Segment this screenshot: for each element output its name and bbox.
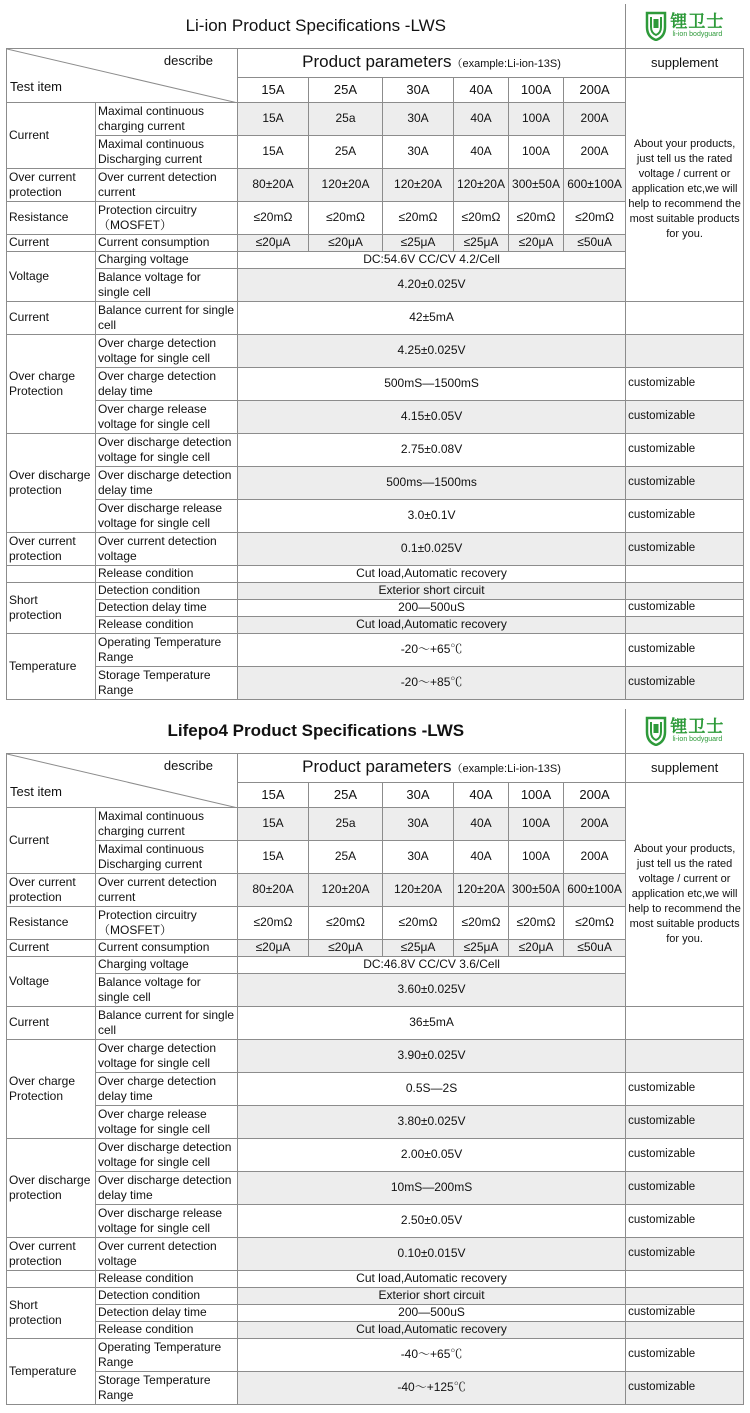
- logo-english-text: li-ion bodyguard: [672, 30, 723, 38]
- temperature-group-label: Temperature: [7, 633, 96, 699]
- over-current-detection-voltage-desc: Over current detection voltage: [96, 532, 238, 565]
- over-charge-release-voltage-desc: Over charge release voltage for single cell: [96, 400, 238, 433]
- over-charge-release-voltage-supplement: customizable: [626, 1105, 744, 1138]
- table-row: [7, 1039, 744, 1072]
- balance-current-value: 36±5mA: [238, 1006, 626, 1039]
- over-current-detection-current-value: 300±50A: [509, 873, 564, 906]
- max-discharging-current-value: 100A: [509, 840, 564, 873]
- over-current-detection-voltage-supplement: customizable: [626, 1237, 744, 1270]
- table-row: [7, 1371, 744, 1404]
- short-release-condition-value: Cut load,Automatic recovery: [238, 1321, 626, 1338]
- operating-temperature-supplement: customizable: [626, 633, 744, 666]
- voltage-group-label: Voltage: [7, 956, 96, 1006]
- over-current-detection-current-value: 120±20A: [383, 168, 454, 201]
- max-charging-current-value: 25a: [309, 102, 383, 135]
- table-row: [7, 466, 744, 499]
- over-charge-detection-voltage-desc: Over charge detection voltage for single cell: [96, 1039, 238, 1072]
- max-charging-current-value: 100A: [509, 807, 564, 840]
- operating-temperature-desc: Operating Temperature Range: [96, 633, 238, 666]
- current-consumption-value: ≤20μA: [238, 939, 309, 956]
- balance-current-group-label: Current: [7, 1006, 96, 1039]
- over-current-detection-current-desc: Over current detection current: [96, 168, 238, 201]
- current-consumption-value: ≤50uA: [564, 939, 626, 956]
- protection-circuitry-value: ≤20mΩ: [564, 201, 626, 234]
- short-detection-condition-desc: Detection condition: [96, 582, 238, 599]
- current-consumption-value: ≤25μA: [383, 939, 454, 956]
- over-discharge-detection-voltage-value: 2.75±0.08V: [238, 433, 626, 466]
- max-charging-current-value: 200A: [564, 102, 626, 135]
- short-detection-delay-value: 200—500uS: [238, 599, 626, 616]
- over-current-protection-group-label: Over current protection: [7, 168, 96, 201]
- over-current-detection-current-desc: Over current detection current: [96, 873, 238, 906]
- rating-header: 200A: [564, 782, 626, 807]
- over-charge-release-voltage-value: 4.15±0.05V: [238, 400, 626, 433]
- protection-circuitry-value: ≤20mΩ: [309, 906, 383, 939]
- table-row: [7, 1270, 744, 1287]
- current-consumption-value: ≤50uA: [564, 234, 626, 251]
- table-row: [7, 633, 744, 666]
- rating-header: 15A: [238, 782, 309, 807]
- max-discharging-current-value: 25A: [309, 840, 383, 873]
- table-row: [7, 1105, 744, 1138]
- operating-temperature-value: -40～+65℃: [238, 1338, 626, 1371]
- max-discharging-current-value: 100A: [509, 135, 564, 168]
- protection-circuitry-value: ≤20mΩ: [509, 906, 564, 939]
- max-discharging-current-value: 30A: [383, 840, 454, 873]
- balance-voltage-desc: Balance voltage for single cell: [96, 973, 238, 1006]
- table-row: [7, 753, 744, 782]
- protection-circuitry-value: ≤20mΩ: [454, 906, 509, 939]
- max-charging-current-value: 40A: [454, 102, 509, 135]
- table-row: [7, 499, 744, 532]
- current-consumption-value: ≤20μA: [509, 939, 564, 956]
- rating-header: 40A: [454, 782, 509, 807]
- over-current-detection-current-value: 300±50A: [509, 168, 564, 201]
- short-release-condition-desc: Release condition: [96, 616, 238, 633]
- table-row: [7, 709, 744, 753]
- table-row: [7, 48, 744, 77]
- over-current-release-condition-supplement: [626, 1270, 744, 1287]
- over-charge-detection-delay-supplement: customizable: [626, 1072, 744, 1105]
- max-discharging-current-value: 40A: [454, 840, 509, 873]
- protection-circuitry-value: ≤20mΩ: [509, 201, 564, 234]
- protection-circuitry-value: ≤20mΩ: [238, 906, 309, 939]
- over-current-detection-voltage-desc: Over current detection voltage: [96, 1237, 238, 1270]
- protection-circuitry-value: ≤20mΩ: [309, 201, 383, 234]
- current-consumption-value: ≤20μA: [309, 939, 383, 956]
- short-release-condition-desc: Release condition: [96, 1321, 238, 1338]
- rating-header: 100A: [509, 77, 564, 102]
- short-detection-condition-value: Exterior short circuit: [238, 1287, 626, 1304]
- logo-chinese-text: 锂卫士: [670, 11, 725, 31]
- operating-temperature-value: -20～+65℃: [238, 633, 626, 666]
- sheet-title: Li-ion Product Specifications -LWS: [7, 4, 626, 48]
- over-current-release-condition-value: Cut load,Automatic recovery: [238, 565, 626, 582]
- describe-label: describe: [163, 757, 213, 773]
- over-current-protection-2-group-label: Over current protection: [7, 1237, 96, 1270]
- over-charge-detection-voltage-desc: Over charge detection voltage for single cell: [96, 334, 238, 367]
- supplement-header: supplement: [626, 753, 744, 782]
- rating-header: 25A: [309, 782, 383, 807]
- charging-voltage-value: DC:46.8V CC/CV 3.6/Cell: [238, 956, 626, 973]
- table-row: [7, 1287, 744, 1304]
- over-discharge-detection-delay-value: 500ms—1500ms: [238, 466, 626, 499]
- current-consumption-value: ≤25μA: [383, 234, 454, 251]
- rating-header: 30A: [383, 782, 454, 807]
- rating-header: 30A: [383, 77, 454, 102]
- short-detection-condition-supplement: [626, 582, 744, 599]
- max-discharging-current-value: 200A: [564, 840, 626, 873]
- current-consumption-value: ≤25μA: [454, 939, 509, 956]
- over-charge-release-voltage-supplement: customizable: [626, 400, 744, 433]
- product-parameters-header: [238, 48, 626, 77]
- params-example: （example:Li-ion-13S): [451, 762, 561, 775]
- over-current-release-condition-value: Cut load,Automatic recovery: [238, 1270, 626, 1287]
- brand-logo: [626, 4, 744, 48]
- params-label: Product parameters: [302, 51, 452, 71]
- balance-current-desc: Balance current for single cell: [96, 301, 238, 334]
- max-charging-current-value: 30A: [383, 102, 454, 135]
- over-current-detection-current-value: 120±20A: [454, 873, 509, 906]
- over-current-release-condition-supplement: [626, 565, 744, 582]
- over-current-detection-current-value: 600±100A: [564, 873, 626, 906]
- table-row: [7, 1304, 744, 1321]
- over-discharge-detection-delay-desc: Over discharge detection delay time: [96, 466, 238, 499]
- over-discharge-detection-voltage-supplement: customizable: [626, 433, 744, 466]
- operating-temperature-supplement: customizable: [626, 1338, 744, 1371]
- empty-group-cell: [7, 1270, 96, 1287]
- protection-circuitry-value: ≤20mΩ: [383, 201, 454, 234]
- sheet-title: Lifepo4 Product Specifications -LWS: [7, 709, 626, 753]
- supplement-header: supplement: [626, 48, 744, 77]
- li-ion-spec-sheet: [6, 4, 744, 699]
- max-charging-current-value: 40A: [454, 807, 509, 840]
- max-discharging-current-value: 15A: [238, 135, 309, 168]
- table-row: [7, 1338, 744, 1371]
- table-row: [7, 1171, 744, 1204]
- over-discharge-detection-voltage-desc: Over discharge detection voltage for single cell: [96, 433, 238, 466]
- shield-logo-icon: [645, 716, 667, 746]
- current-consumption-value: ≤25μA: [454, 234, 509, 251]
- current-consumption-group-label: Current: [7, 234, 96, 251]
- test-item-label: Test item: [10, 783, 63, 799]
- operating-temperature-desc: Operating Temperature Range: [96, 1338, 238, 1371]
- current-consumption-desc: Current consumption: [96, 939, 238, 956]
- empty-group-cell: [7, 565, 96, 582]
- over-charge-release-voltage-desc: Over charge release voltage for single cell: [96, 1105, 238, 1138]
- over-current-detection-voltage-value: 0.1±0.025V: [238, 532, 626, 565]
- over-charge-detection-delay-value: 500mS—1500mS: [238, 367, 626, 400]
- over-charge-detection-delay-value: 0.5S—2S: [238, 1072, 626, 1105]
- over-current-detection-current-value: 120±20A: [454, 168, 509, 201]
- charging-voltage-desc: Charging voltage: [96, 251, 238, 268]
- over-discharge-release-voltage-desc: Over discharge release voltage for single cell: [96, 499, 238, 532]
- max-charging-current-value: 25a: [309, 807, 383, 840]
- product-parameters-header: [238, 753, 626, 782]
- table-row: [7, 334, 744, 367]
- over-current-release-condition-desc: Release condition: [96, 565, 238, 582]
- supplement-note: About your products, just tell us the rated voltage / current or application etc,we will help to recommend the most suitable products for you.: [626, 77, 744, 301]
- storage-temperature-value: -20～+85℃: [238, 666, 626, 699]
- short-release-condition-value: Cut load,Automatic recovery: [238, 616, 626, 633]
- over-current-detection-current-value: 600±100A: [564, 168, 626, 201]
- protection-circuitry-desc: Protection circuitry （MOSFET）: [96, 201, 238, 234]
- protection-circuitry-desc: Protection circuitry （MOSFET）: [96, 906, 238, 939]
- storage-temperature-supplement: customizable: [626, 1371, 744, 1404]
- shield-logo-icon: [645, 11, 667, 41]
- current-group-label: Current: [7, 807, 96, 873]
- max-discharging-current-value: 200A: [564, 135, 626, 168]
- max-charging-current-desc: Maximal continuous charging current: [96, 807, 238, 840]
- over-discharge-detection-voltage-supplement: customizable: [626, 1138, 744, 1171]
- over-discharge-protection-group-label: Over discharge protection: [7, 1138, 96, 1237]
- table-row: [7, 1006, 744, 1039]
- table-row: [7, 1237, 744, 1270]
- over-charge-protection-group-label: Over charge Protection: [7, 334, 96, 433]
- max-charging-current-value: 15A: [238, 807, 309, 840]
- over-discharge-detection-delay-value: 10mS—200mS: [238, 1171, 626, 1204]
- resistance-group-label: Resistance: [7, 201, 96, 234]
- balance-current-group-label: Current: [7, 301, 96, 334]
- logo-chinese-text: 锂卫士: [670, 716, 725, 736]
- short-release-condition-supplement: [626, 616, 744, 633]
- max-charging-current-value: 15A: [238, 102, 309, 135]
- storage-temperature-value: -40～+125℃: [238, 1371, 626, 1404]
- over-charge-protection-group-label: Over charge Protection: [7, 1039, 96, 1138]
- balance-voltage-desc: Balance voltage for single cell: [96, 268, 238, 301]
- short-detection-delay-desc: Detection delay time: [96, 599, 238, 616]
- table-row: [7, 565, 744, 582]
- table-row: [7, 433, 744, 466]
- balance-current-desc: Balance current for single cell: [96, 1006, 238, 1039]
- params-example: （example:Li-ion-13S): [451, 57, 561, 70]
- max-charging-current-value: 30A: [383, 807, 454, 840]
- max-discharging-current-value: 25A: [309, 135, 383, 168]
- current-consumption-value: ≤20μA: [238, 234, 309, 251]
- short-detection-delay-value: 200—500uS: [238, 1304, 626, 1321]
- table-row: [7, 1321, 744, 1338]
- logo-english-text: li-ion bodyguard: [672, 735, 723, 743]
- table-row: [7, 400, 744, 433]
- over-discharge-detection-delay-supplement: customizable: [626, 466, 744, 499]
- describe-label: describe: [163, 52, 213, 68]
- over-current-release-condition-desc: Release condition: [96, 1270, 238, 1287]
- over-discharge-protection-group-label: Over discharge protection: [7, 433, 96, 532]
- over-charge-detection-delay-desc: Over charge detection delay time: [96, 1072, 238, 1105]
- short-detection-delay-supplement: customizable: [626, 599, 744, 616]
- storage-temperature-supplement: customizable: [626, 666, 744, 699]
- short-protection-group-label: Short protection: [7, 1287, 96, 1338]
- rating-header: 200A: [564, 77, 626, 102]
- table-row: [7, 1138, 744, 1171]
- protection-circuitry-value: ≤20mΩ: [238, 201, 309, 234]
- lifepo4-spec-sheet: [6, 709, 744, 1404]
- current-consumption-desc: Current consumption: [96, 234, 238, 251]
- max-discharging-current-value: 30A: [383, 135, 454, 168]
- temperature-group-label: Temperature: [7, 1338, 96, 1404]
- protection-circuitry-value: ≤20mΩ: [454, 201, 509, 234]
- current-consumption-value: ≤20μA: [309, 234, 383, 251]
- max-discharging-current-desc: Maximal continuous Discharging current: [96, 840, 238, 873]
- max-charging-current-desc: Maximal continuous charging current: [96, 102, 238, 135]
- balance-voltage-value: 3.60±0.025V: [238, 973, 626, 1006]
- balance-voltage-value: 4.20±0.025V: [238, 268, 626, 301]
- over-discharge-detection-voltage-desc: Over discharge detection voltage for single cell: [96, 1138, 238, 1171]
- over-discharge-release-voltage-desc: Over discharge release voltage for single cell: [96, 1204, 238, 1237]
- test-item-label: Test item: [10, 78, 63, 94]
- table-row: [7, 599, 744, 616]
- brand-logo: [626, 709, 744, 753]
- table-row: [7, 1072, 744, 1105]
- params-label: Product parameters: [302, 756, 452, 776]
- short-release-condition-supplement: [626, 1321, 744, 1338]
- rating-header: 40A: [454, 77, 509, 102]
- over-charge-detection-voltage-supplement: [626, 1039, 744, 1072]
- over-discharge-detection-delay-desc: Over discharge detection delay time: [96, 1171, 238, 1204]
- over-charge-detection-voltage-value: 4.25±0.025V: [238, 334, 626, 367]
- table-row: [7, 4, 744, 48]
- current-consumption-value: ≤20μA: [509, 234, 564, 251]
- charging-voltage-value: DC:54.6V CC/CV 4.2/Cell: [238, 251, 626, 268]
- charging-voltage-desc: Charging voltage: [96, 956, 238, 973]
- over-discharge-release-voltage-value: 2.50±0.05V: [238, 1204, 626, 1237]
- rating-header: 25A: [309, 77, 383, 102]
- short-detection-condition-value: Exterior short circuit: [238, 582, 626, 599]
- table-row: [7, 301, 744, 334]
- over-current-detection-current-value: 120±20A: [383, 873, 454, 906]
- voltage-group-label: Voltage: [7, 251, 96, 301]
- over-charge-detection-voltage-supplement: [626, 334, 744, 367]
- storage-temperature-desc: Storage Temperature Range: [96, 1371, 238, 1404]
- table-row: [7, 582, 744, 599]
- over-current-detection-current-value: 80±20A: [238, 873, 309, 906]
- max-discharging-current-value: 15A: [238, 840, 309, 873]
- max-discharging-current-desc: Maximal continuous Discharging current: [96, 135, 238, 168]
- over-current-detection-current-value: 80±20A: [238, 168, 309, 201]
- over-discharge-release-voltage-supplement: customizable: [626, 499, 744, 532]
- over-charge-detection-delay-desc: Over charge detection delay time: [96, 367, 238, 400]
- storage-temperature-desc: Storage Temperature Range: [96, 666, 238, 699]
- balance-current-value: 42±5mA: [238, 301, 626, 334]
- resistance-group-label: Resistance: [7, 906, 96, 939]
- short-protection-group-label: Short protection: [7, 582, 96, 633]
- header-corner: [7, 48, 238, 102]
- supplement-note: About your products, just tell us the rated voltage / current or application etc,we will help to recommend the most suitable products for you.: [626, 782, 744, 1006]
- protection-circuitry-value: ≤20mΩ: [564, 906, 626, 939]
- short-detection-condition-desc: Detection condition: [96, 1287, 238, 1304]
- table-row: [7, 666, 744, 699]
- current-group-label: Current: [7, 102, 96, 168]
- table-row: [7, 532, 744, 565]
- over-current-protection-2-group-label: Over current protection: [7, 532, 96, 565]
- over-charge-detection-delay-supplement: customizable: [626, 367, 744, 400]
- over-discharge-detection-voltage-value: 2.00±0.05V: [238, 1138, 626, 1171]
- over-current-detection-current-value: 120±20A: [309, 168, 383, 201]
- over-discharge-release-voltage-value: 3.0±0.1V: [238, 499, 626, 532]
- short-detection-delay-supplement: customizable: [626, 1304, 744, 1321]
- over-charge-release-voltage-value: 3.80±0.025V: [238, 1105, 626, 1138]
- over-current-detection-current-value: 120±20A: [309, 873, 383, 906]
- table-row: [7, 367, 744, 400]
- over-discharge-release-voltage-supplement: customizable: [626, 1204, 744, 1237]
- table-row: [7, 1204, 744, 1237]
- over-discharge-detection-delay-supplement: customizable: [626, 1171, 744, 1204]
- over-current-detection-voltage-value: 0.10±0.015V: [238, 1237, 626, 1270]
- over-charge-detection-voltage-value: 3.90±0.025V: [238, 1039, 626, 1072]
- header-corner: [7, 753, 238, 807]
- rating-header: 100A: [509, 782, 564, 807]
- over-current-detection-voltage-supplement: customizable: [626, 532, 744, 565]
- rating-header: 15A: [238, 77, 309, 102]
- short-detection-condition-supplement: [626, 1287, 744, 1304]
- protection-circuitry-value: ≤20mΩ: [383, 906, 454, 939]
- table-row: [7, 616, 744, 633]
- current-consumption-group-label: Current: [7, 939, 96, 956]
- short-detection-delay-desc: Detection delay time: [96, 1304, 238, 1321]
- max-discharging-current-value: 40A: [454, 135, 509, 168]
- over-current-protection-group-label: Over current protection: [7, 873, 96, 906]
- max-charging-current-value: 200A: [564, 807, 626, 840]
- max-charging-current-value: 100A: [509, 102, 564, 135]
